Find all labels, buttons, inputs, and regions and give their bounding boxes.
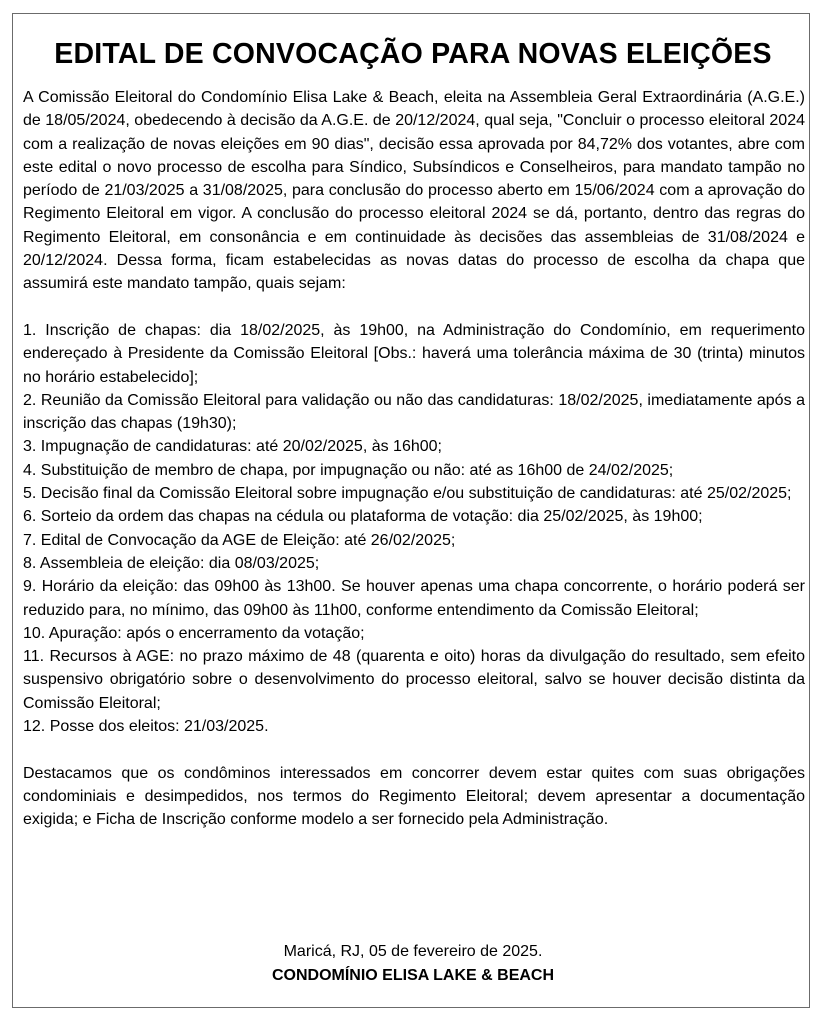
schedule-item: 12. Posse dos eleitos: 21/03/2025. xyxy=(23,718,269,736)
document-title: EDITAL DE CONVOCAÇÃO PARA NOVAS ELEIÇÕES xyxy=(54,38,772,70)
schedule-item: 4. Substituição de membro de chapa, por impugnação ou não: até as 16h00 de 24/02/2025; xyxy=(23,461,674,479)
place-date: Maricá, RJ, 05 de fevereiro de 2025. xyxy=(283,943,543,960)
paragraph-spacer xyxy=(23,296,805,319)
schedule-item: 1. Inscrição de chapas: dia 18/02/2025, às 19h00, na Administração do Condomínio, em requerimento endereçado à Presidente da Comissão Eleitoral [Obs.: haverá uma tolerância máxima de 30 (trinta) minutos no horário estabelecido]; xyxy=(23,321,805,386)
closing-paragraph: Destacamos que os condôminos interessados em concorrer devem estar quites com suas obrigações condominiais e desimpedidos, nos termos do Regimento Eleitoral; devem apresentar a documentação exigida; e Ficha de Inscrição conforme modelo a ser fornecido pela Administração. xyxy=(23,764,805,829)
intro-paragraph: A Comissão Eleitoral do Condomínio Elisa Lake & Beach, eleita na Assembleia Geral Extraordinária (A.G.E.) de 18/05/2024, obedecendo à decisão da A.G.E. de 20/12/2024, qual seja, "Concluir o processo eleitoral 2024 com a realização de novas eleições em 90 dias", decisão essa aprovada por 84,72% dos votantes, abre com este edital o novo processo de escolha para Síndico, Subsíndicos e Conselheiros, para mandato tampão no período de 21/03/2025 a 31/08/2025, para conclusão do processo aberto em 15/06/2024 com a aprovação do Regimento Eleitoral em vigor. A conclusão do processo eleitoral 2024 se dá, portanto, dentro das regras do Regimento Eleitoral, em consonância e em continuidade às decisões das assembleias de 31/08/2024 e 20/12/2024. Dessa forma, ficam estabelecidas as novas datas do processo de escolha da chapa que assumirá este mandato tampão, quais sejam: xyxy=(23,89,805,293)
schedule-item: 10. Apuração: após o encerramento da votação; xyxy=(23,624,365,642)
schedule-item: 9. Horário da eleição: das 09h00 às 13h00. Se houver apenas uma chapa concorrente, o horário poderá ser reduzido para, no mínimo, das 09h00 às 11h00, conforme entendimento da Comissão Eleitoral; xyxy=(23,578,805,619)
schedule-item: 2. Reunião da Comissão Eleitoral para validação ou não das candidaturas: 18/02/2025, imediatamente após a inscrição das chapas (19h30); xyxy=(23,391,805,433)
paragraph-spacer xyxy=(23,738,805,761)
signature-block xyxy=(0,940,826,988)
schedule-item: 6. Sorteio da ordem das chapas na cédula ou plataforma de votação: dia 25/02/2025, às 19h00; xyxy=(23,508,703,526)
document-body xyxy=(23,86,805,832)
organization-name: CONDOMÍNIO ELISA LAKE & BEACH xyxy=(271,967,555,984)
schedule-item: 11. Recursos à AGE: no prazo máximo de 48 (quarenta e oito) horas da divulgação do resultado, sem efeito suspensivo obrigatório sobre o desenvolvimento do processo eleitoral, salvo se houver decisão distinta da Comissão Eleitoral; xyxy=(23,648,805,712)
schedule-item: 5. Decisão final da Comissão Eleitoral sobre impugnação e/ou substituição de candidaturas: até 25/02/2025; xyxy=(23,485,792,503)
schedule-item: 7. Edital de Convocação da AGE de Eleição: até 26/02/2025; xyxy=(23,531,456,549)
schedule-item: 3. Impugnação de candidaturas: até 20/02/2025, às 16h00; xyxy=(23,438,442,456)
schedule-list xyxy=(23,319,805,738)
schedule-item: 8. Assembleia de eleição: dia 08/03/2025; xyxy=(23,554,320,572)
